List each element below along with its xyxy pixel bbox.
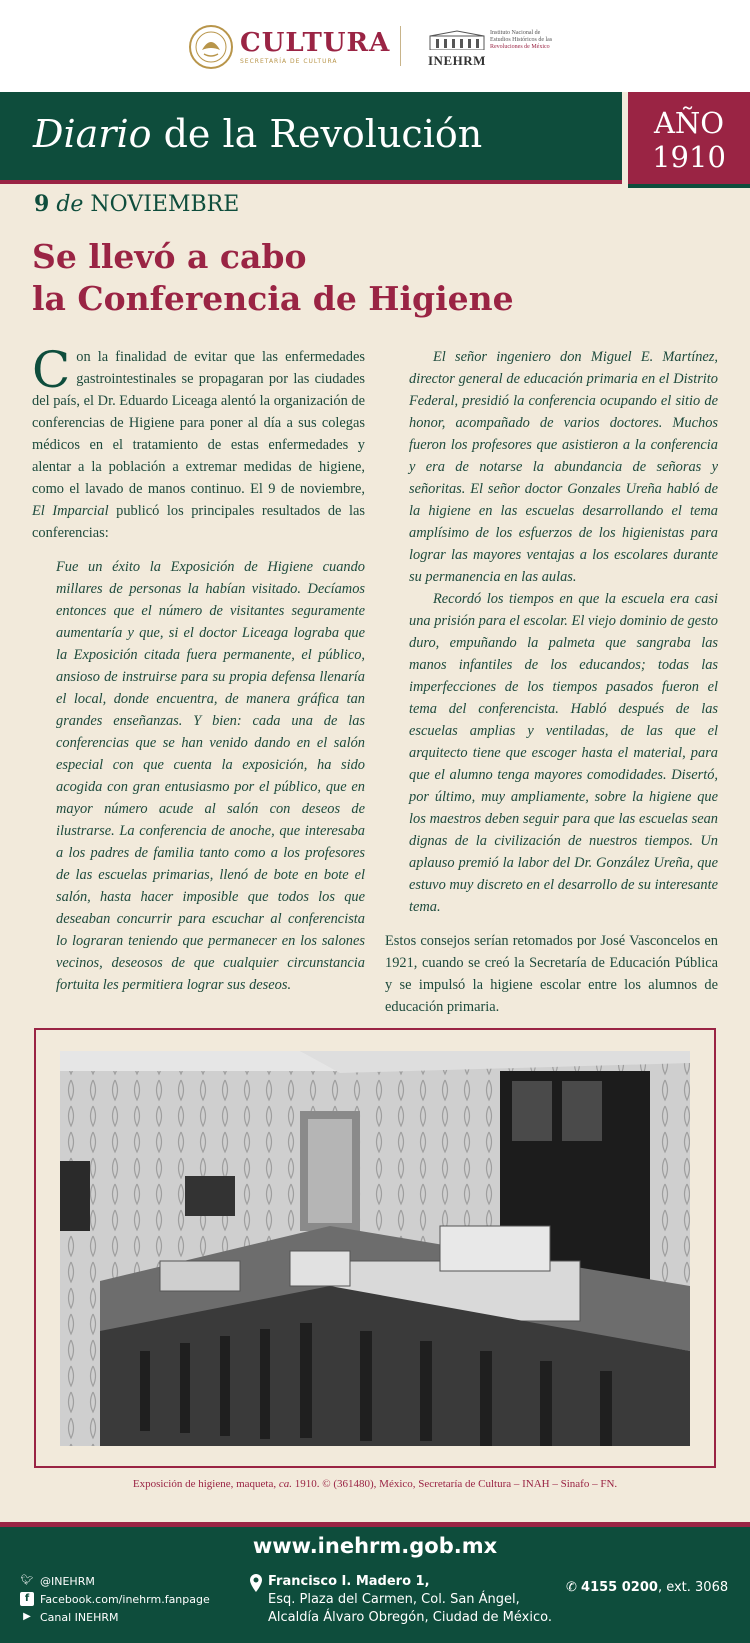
quote-paragraph: El señor ingeniero don Miguel E. Martínez, director general de educación primaria en el Distrito Federal, presidió la conferencia ocupando el sitio de honor, acompañado de varios doctores. Muchos fueron los profesores que asistieron a la conferencia y era de notarse la abundancia de señoras y señoritas. El señor doctor Gonzales Ureña habló de la higiene en las escuelas desarrollando el tema amplísimo de los esfuerzos de los higienistas para lograr las mayores ventajas a los escolares durante su permanencia en las aulas. [409,349,718,585]
intro-paragraph: Con la finalidad de evitar que las enfermedades gastrointestinales se propagaran por las ciudades del país, el Dr. Eduardo Liceaga alentó la organización de conferencias de Higiene para poner al día a sus colegas médicos en el tratamiento de estas enfermedades y alentar a la población a extremar medidas de higiene, como el lavado de manos continuo. El 9 de noviembre, El Imparcial publicó los principales resultados de las conferencias: [32,341,365,541]
inehrm-wordmark: INEHRM [428,53,486,68]
eagle-seal-icon [188,24,234,70]
location-pin-icon [250,1574,262,1592]
website-link[interactable]: www.inehrm.gob.mx [252,1534,498,1558]
banner-accent-line [0,180,622,184]
facebook-icon: f [20,1592,34,1606]
building-icon [428,30,486,50]
twitter-icon: 🐦︎ [20,1575,34,1586]
model-photo-illustration [60,1051,690,1446]
drop-cap: C [32,341,71,399]
phone-number[interactable]: ✆ 4155 0200, ext. 3068 [566,1580,729,1595]
article-column-right [385,346,718,1018]
quote-paragraph: Fue un éxito la Exposición de Higiene cuando millares de personas la habían visitado. Decíamos entonces que el número de visitantes seguramente aumentaría y que, si el doctor Liceaga lograba que la Exposición citada fuera permanente, el público, ansioso de instruirse para su propia defensa llenaría el local, donde encuentra, de manera gráfica tan grandes enseñanzas. Y bien: cada una de las conferencias que se han venido dando en el salón especial con que cuenta la exposición, ha sido acogida con gran entusiasmo por el público, que en mayor número acude al salón con deseos de ilustrarse. La conferencia de anoche, que interesaba a los padres de familia tanto como a los profesores de las escuelas primarias, llenó de bote en bote el salón, hasta hacer imposible que todos los que deseaban concurrir para escuchar al conferencista lo lograran teniendo que permanecer en los salones vecinos, deseosos de que cualquier circunstancia fortuita les permitiera lograr sus deseos. [56,559,365,993]
article-column-left [32,341,365,996]
historical-photo [60,1051,690,1446]
quote-paragraph: Recordó los tiempos en que la escuela era casi una prisión para el escolar. El viejo dominio de gesto duro, empuñando la palmeta que sangraba las manos infantiles de los educandos; todas las imperfecciones de los tiempos pasados fueron el tema del conferencista. Habló después de las escuelas amplias y ventiladas, de las que el arquitecto tiene que escoger hasta el material, para que el alumno tenga mayores comodidades. Disertó, por último, muy ampliamente, sobre la higiene que los maestros deben seguir para que las escuelas sean dignas de la civilización de nuestros tiempos. Un aplauso premió la labor del Dr. González Ureña, que estuvo muy discreto en el desarrollo de su interesante tema. [409,591,718,915]
publication-title: Diario de la Revolución [33,112,483,156]
facebook-link[interactable]: f Facebook.com/inehrm.fanpage [20,1590,210,1608]
photo-caption: Exposición de higiene, maqueta, ca. 1910. © (361480), México, Secretaría de Cultura – INAH – Sinafo – FN. [132,1478,618,1490]
article-headline: Se llevó a cabo la Conferencia de Higiene [32,237,514,318]
article-date: 9 de NOVIEMBRE [34,191,240,217]
address: Francisco I. Madero 1, Esq. Plaza del Carmen, Col. San Ángel, Alcaldía Álvaro Obregón, Ciudad de México. [250,1573,552,1627]
cultura-wordmark: CULTURA [240,27,391,58]
phone-icon: ✆ [566,1580,577,1595]
logo-divider [400,26,401,66]
cultura-logo[interactable] [188,24,390,70]
cultura-subtitle: SECRETARÍA DE CULTURA [240,57,338,65]
year-accent-line [628,184,750,188]
youtube-icon: ▶ [23,1611,31,1622]
social-links [20,1572,210,1626]
inehrm-fullname: Instituto Nacional de Estudios Históricos de las Revoluciones de México [490,30,553,50]
inehrm-logo[interactable] [428,30,552,67]
youtube-link[interactable]: ▶ Canal INEHRM [20,1608,210,1626]
closing-paragraph: Estos consejos serían retomados por José Vasconcelos en 1921, cuando se creó la Secretaría de Educación Pública y se impulsó la higiene escolar entre los alumnos de educación primaria. [385,933,718,1015]
year-label: AÑO 1910 [652,106,726,174]
twitter-link[interactable]: 🐦︎ @INEHRM [20,1574,95,1588]
